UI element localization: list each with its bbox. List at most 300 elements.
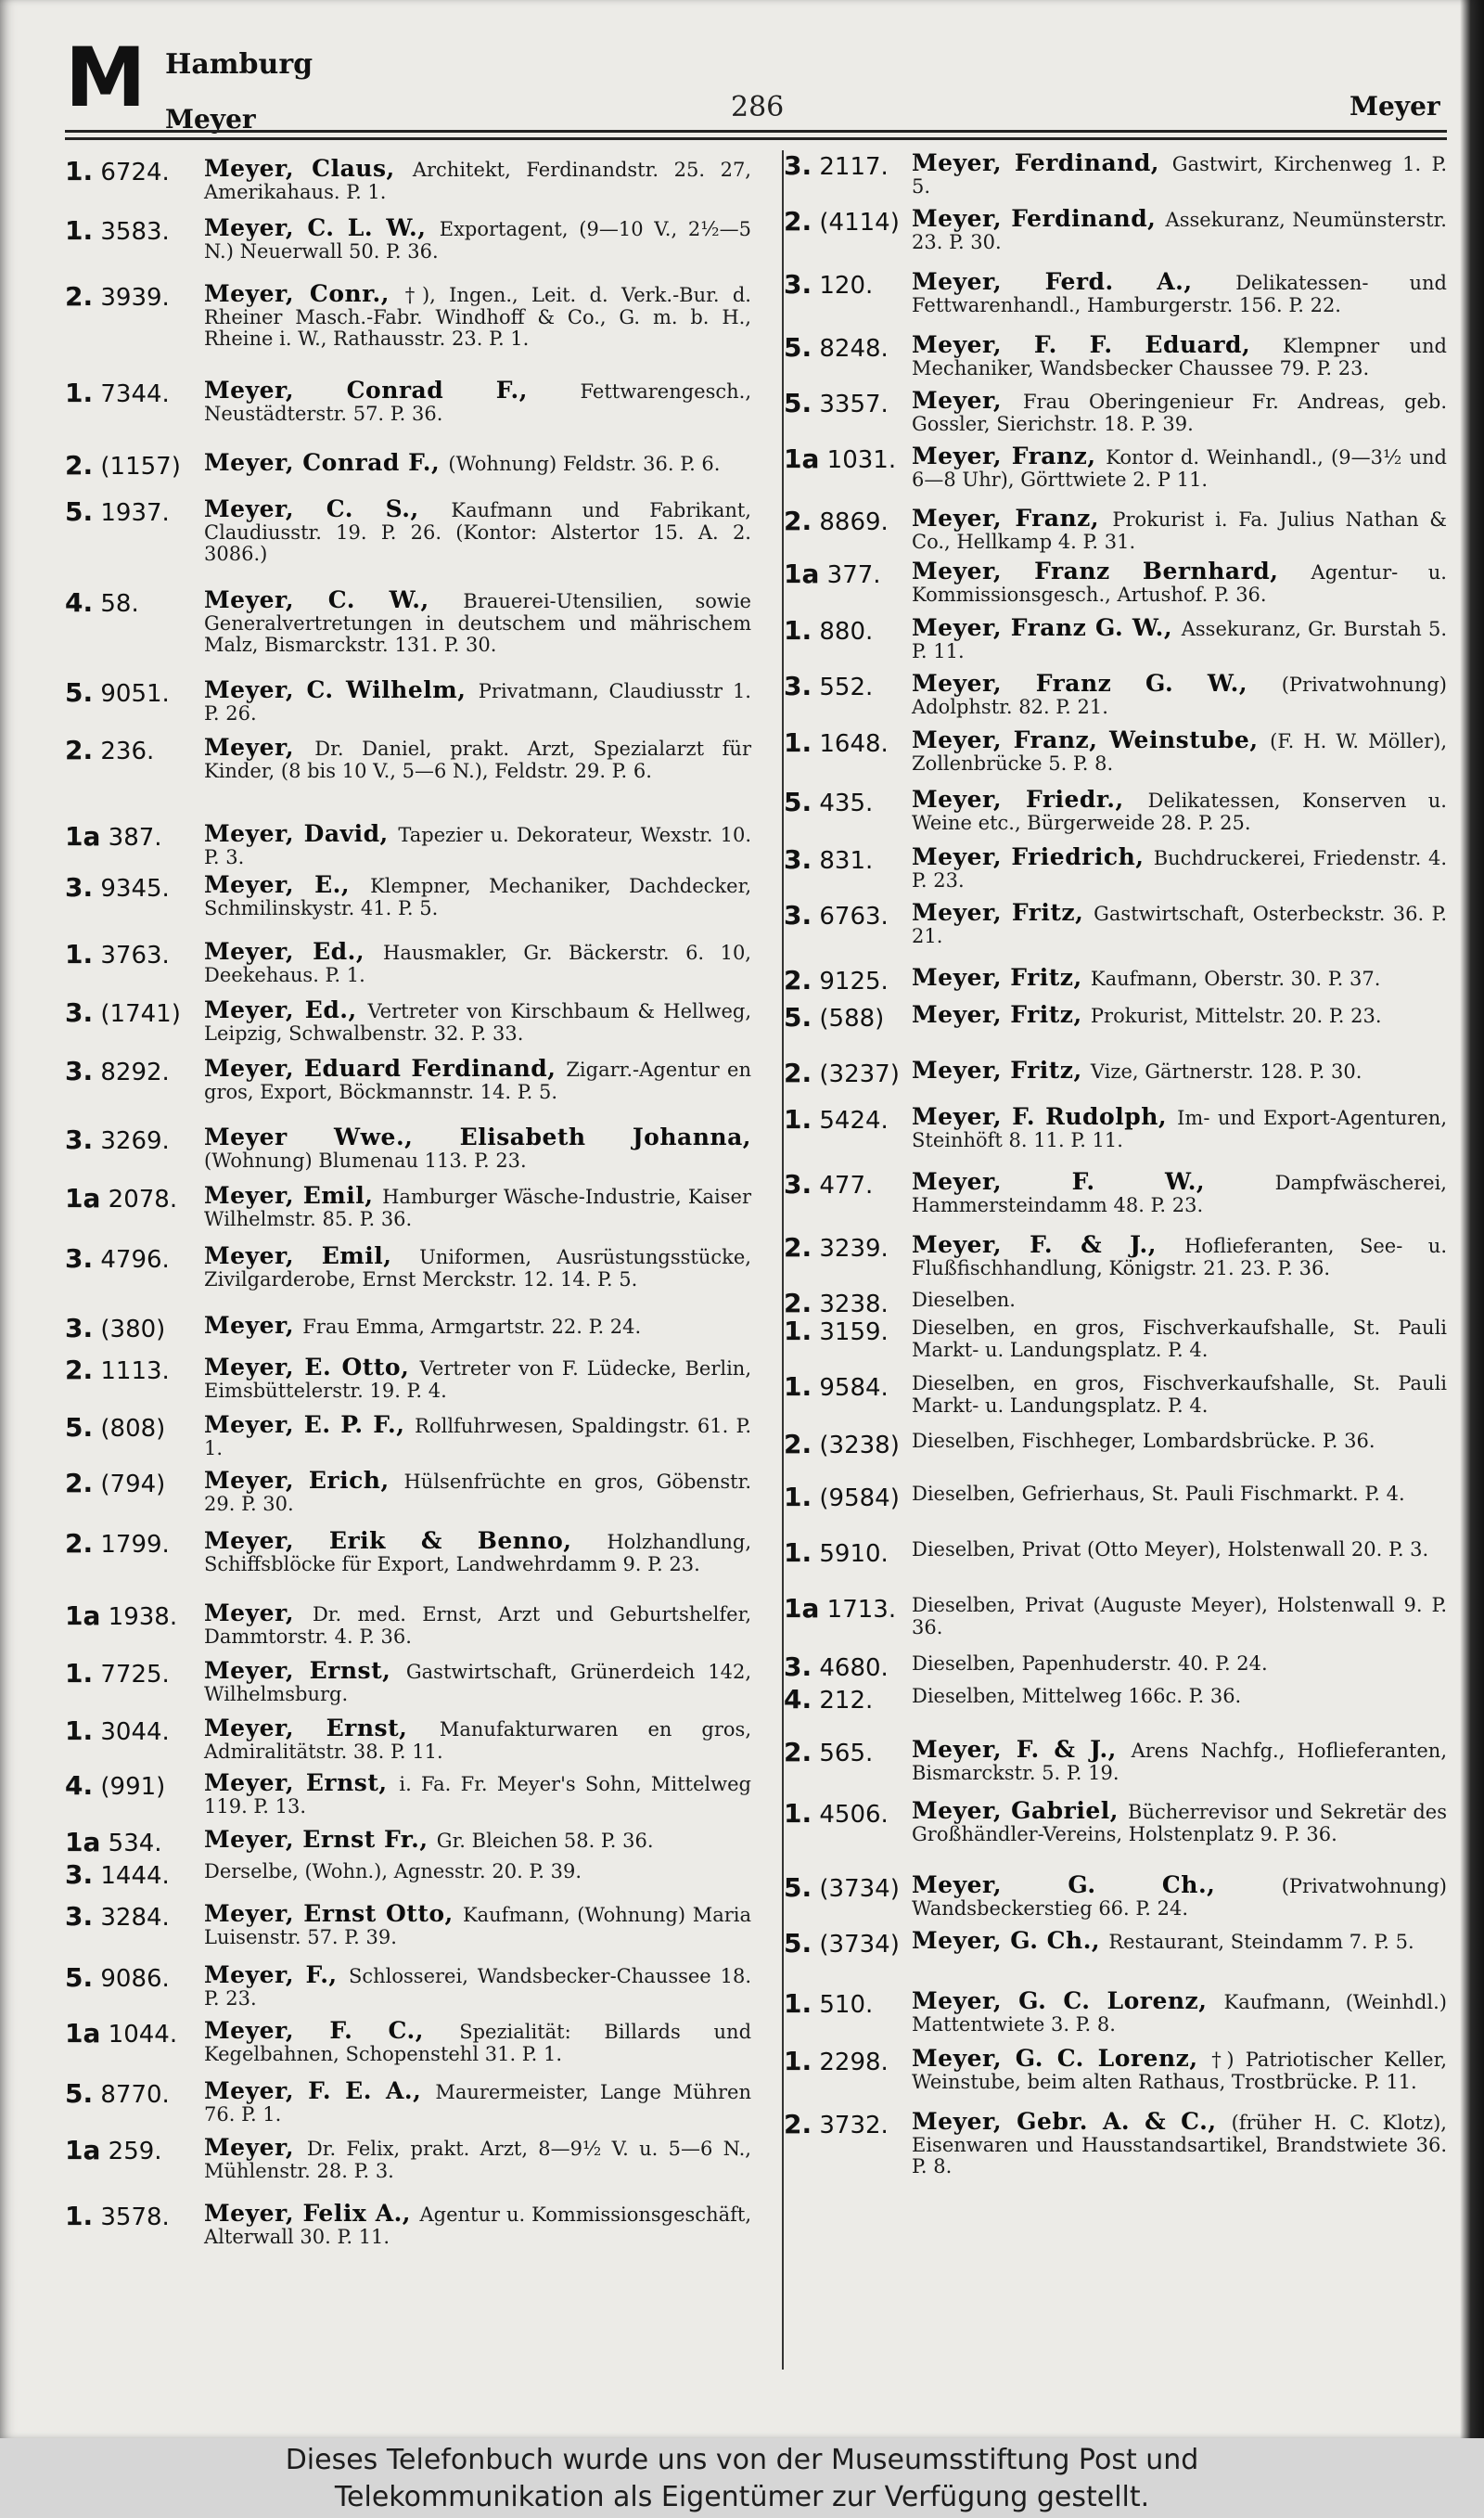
entry-details: Kaufmann, Oberstr. 30. P. 37. bbox=[1090, 968, 1381, 990]
entry-details: (früher H. C. Klotz), Eisenwaren und Hausstandsartikel, Brandstwiete 36. P. 8. bbox=[912, 2112, 1447, 2178]
exchange-prefix: 3. bbox=[65, 997, 94, 1028]
exchange-prefix: 5. bbox=[65, 496, 94, 527]
subscriber-name: Meyer, Erik & Benno, bbox=[204, 1527, 608, 1554]
phone-number bbox=[784, 206, 900, 238]
phone-digits: 1799. bbox=[93, 1531, 170, 1559]
phone-digits: 5424. bbox=[812, 1107, 889, 1135]
phone-number bbox=[65, 1243, 170, 1276]
entry-details: Dr. Daniel, prakt. Arzt, Spezialarzt für Kinder, (8 bis 10 V., 5—6 N.), Feldstr. 29. P. 6. bbox=[204, 738, 751, 782]
phone-number bbox=[65, 2201, 170, 2233]
phone-number bbox=[784, 1872, 900, 1905]
exchange-prefix: 3. bbox=[65, 1124, 94, 1155]
phone-digits: 9051. bbox=[93, 680, 170, 708]
subscriber-name: Meyer, F. F. Eduard, bbox=[912, 331, 1284, 358]
subscriber-name: Meyer, bbox=[204, 2134, 307, 2161]
entry-details: (Privatwohnung) Adolphstr. 82. P. 21. bbox=[912, 674, 1447, 718]
entry-details: Zigarr.-Agentur en gros, Export, Böckmannstr. 14. P. 5. bbox=[204, 1059, 751, 1103]
exchange-prefix: 5. bbox=[784, 1872, 812, 1903]
subscriber-name: Meyer, Erich, bbox=[204, 1467, 404, 1494]
entry-details: Manufakturwaren en gros, Admiralitätstr. 38. P. 11. bbox=[204, 1718, 751, 1763]
subscriber-name: Meyer, E. P. F., bbox=[204, 1411, 416, 1438]
exchange-prefix: 1a bbox=[65, 1183, 101, 1214]
phone-number bbox=[784, 1537, 889, 1570]
phone-digits: 477. bbox=[812, 1172, 874, 1200]
entry-details: Privatmann, Claudiusstr 1. P. 26. bbox=[204, 680, 751, 725]
phone-digits: 1113. bbox=[93, 1357, 170, 1385]
subscriber-name: Meyer, bbox=[204, 1599, 313, 1626]
exchange-prefix: 5. bbox=[65, 677, 94, 708]
exchange-prefix: 1. bbox=[784, 1104, 812, 1135]
phone-digits: (588) bbox=[812, 1005, 885, 1033]
phone-digits: (4114) bbox=[812, 209, 900, 237]
phone-digits: 387. bbox=[100, 824, 162, 852]
entry-details: Klempner und Mechaniker, Wandsbecker Chaussee 79. P. 23. bbox=[912, 335, 1447, 379]
phone-number bbox=[65, 1715, 170, 1748]
phone-digits: (3734) bbox=[812, 1875, 900, 1903]
subscriber-name: Meyer, G. Ch., bbox=[912, 1927, 1109, 1954]
entry-text bbox=[204, 379, 751, 425]
entry-text bbox=[912, 1797, 1447, 1845]
subscriber-name: Meyer, G. C. Lorenz, bbox=[912, 2045, 1212, 2072]
entry-details: Kaufmann, (Wohnung) Maria Luisenstr. 57. P. 39. bbox=[204, 1904, 751, 1948]
exchange-prefix: 2. bbox=[784, 1058, 812, 1088]
exchange-prefix: 4. bbox=[65, 587, 94, 618]
entry-details: †) Patriotischer Keller, Weinstube, beim alten Rathaus, Trostbrücke. P. 11. bbox=[912, 2049, 1447, 2093]
exchange-prefix: 1. bbox=[65, 2201, 94, 2231]
phone-number bbox=[784, 965, 889, 997]
subscriber-name: Meyer, Fritz, bbox=[912, 1001, 1091, 1028]
phone-number bbox=[65, 1658, 170, 1690]
exchange-prefix: 1a bbox=[65, 821, 101, 852]
entry-text bbox=[912, 1484, 1447, 1506]
phone-digits: 6724. bbox=[93, 159, 170, 186]
header-rule-bottom bbox=[65, 137, 1447, 140]
subscriber-name: Meyer, Claus, bbox=[204, 155, 413, 182]
subscriber-name: Meyer, Felix A., bbox=[204, 2200, 420, 2227]
phone-number bbox=[65, 939, 170, 971]
phone-digits: 565. bbox=[812, 1740, 874, 1767]
exchange-prefix: 2. bbox=[65, 1468, 94, 1498]
entry-text bbox=[204, 938, 751, 986]
exchange-prefix: 2. bbox=[784, 1232, 812, 1263]
subscriber-name: Meyer, E. Otto, bbox=[204, 1354, 420, 1381]
subscriber-name: Meyer, Ernst, bbox=[204, 1769, 400, 1796]
entry-text bbox=[912, 726, 1447, 775]
phone-digits: 3939. bbox=[93, 284, 170, 312]
subscriber-name: Meyer, Friedr., bbox=[912, 786, 1148, 813]
exchange-prefix: 2. bbox=[784, 2109, 812, 2139]
entry-text bbox=[912, 786, 1447, 834]
footer-line-2: Telekommunikation als Eigentümer zur Verfügung gestellt. bbox=[334, 2481, 1150, 2513]
entry-text bbox=[912, 843, 1447, 892]
entry-text bbox=[204, 1467, 752, 1515]
phone-digits: 8770. bbox=[93, 2081, 170, 2109]
subscriber-name: Meyer, F. Rudolph, bbox=[912, 1103, 1178, 1130]
subscriber-name: Meyer, Franz G. W., bbox=[912, 670, 1282, 697]
exchange-prefix: 3. bbox=[65, 1859, 94, 1890]
phone-number bbox=[65, 281, 170, 314]
entry-details: Kontor d. Weinhandl., (9—3½ und 6—8 Uhr), Görttwiete 2. P 11. bbox=[912, 446, 1447, 491]
exchange-prefix: 2. bbox=[65, 281, 94, 312]
entry-details: Spezialität: Billards und Kegelbahnen, Schopenstehl 31. P. 1. bbox=[204, 2021, 752, 2065]
exchange-prefix: 1. bbox=[65, 1715, 94, 1746]
entry-text bbox=[204, 734, 751, 782]
phone-number bbox=[65, 1412, 165, 1445]
phone-number bbox=[65, 1600, 177, 1633]
entry-text bbox=[912, 1290, 1447, 1312]
phone-digits: 435. bbox=[812, 790, 874, 817]
entry-text bbox=[912, 149, 1447, 198]
subscriber-name: Meyer, F. E. A., bbox=[204, 2077, 436, 2104]
exchange-prefix: 2. bbox=[65, 735, 94, 765]
phone-number bbox=[784, 1429, 900, 1461]
phone-digits: 1044. bbox=[100, 2021, 178, 2049]
entry-text bbox=[912, 1373, 1447, 1417]
entry-text bbox=[912, 205, 1447, 253]
exchange-prefix: 1. bbox=[784, 615, 812, 646]
footer-note bbox=[0, 2438, 1484, 2518]
entry-details: Delikatessen, Konserven u. Weine etc., Bürgerweide 28. P. 25. bbox=[912, 790, 1447, 834]
phone-digits: 377. bbox=[819, 561, 881, 589]
entry-details: Dieselben, Papenhuderstr. 40. P. 24. bbox=[912, 1652, 1268, 1675]
subscriber-name: Meyer, Franz, Weinstube, bbox=[912, 726, 1271, 753]
exchange-prefix: 1. bbox=[784, 1316, 812, 1346]
phone-number bbox=[784, 727, 889, 760]
phone-number bbox=[784, 1684, 873, 1716]
subscriber-name: Meyer, Fritz, bbox=[912, 1057, 1091, 1084]
exchange-prefix: 3. bbox=[784, 1651, 812, 1682]
phone-number bbox=[65, 1355, 170, 1387]
subscriber-name: Meyer, Franz, bbox=[912, 505, 1113, 532]
phone-number bbox=[65, 1124, 170, 1157]
exchange-prefix: 2. bbox=[784, 1288, 812, 1318]
entry-text bbox=[204, 2017, 752, 2065]
entry-text bbox=[204, 1599, 751, 1648]
phone-digits: 510. bbox=[812, 1991, 874, 2019]
phone-digits: (991) bbox=[93, 1773, 166, 1801]
phone-number bbox=[65, 1962, 170, 1995]
exchange-prefix: 1. bbox=[784, 2046, 812, 2076]
exchange-prefix: 3. bbox=[65, 1243, 94, 1274]
subscriber-name: Meyer, C. L. W., bbox=[204, 214, 440, 241]
entry-text bbox=[204, 2200, 752, 2248]
phone-number bbox=[784, 150, 889, 183]
phone-number bbox=[65, 1313, 165, 1345]
phone-number bbox=[65, 378, 170, 410]
phone-number bbox=[65, 2018, 177, 2050]
entry-details: Im- und Export-Agenturen, Steinhöft 8. 11. P. 11. bbox=[912, 1107, 1447, 1151]
exchange-prefix: 1. bbox=[65, 1658, 94, 1689]
exchange-prefix: 4. bbox=[784, 1684, 812, 1715]
entry-text bbox=[204, 280, 751, 351]
phone-digits: 3578. bbox=[93, 2203, 170, 2231]
phone-number bbox=[784, 1104, 889, 1137]
entry-text bbox=[204, 155, 751, 203]
entry-text bbox=[204, 449, 751, 476]
entry-details: Dampfwäscherei, Hammersteindamm 48. P. 23. bbox=[912, 1172, 1447, 1216]
phone-number bbox=[784, 443, 896, 476]
entry-text bbox=[912, 1057, 1447, 1084]
entry-text bbox=[204, 1411, 751, 1459]
phone-number bbox=[784, 1169, 873, 1201]
entry-text bbox=[912, 560, 1447, 606]
phone-number bbox=[784, 1651, 889, 1684]
subscriber-name: Meyer, Ernst Otto, bbox=[204, 1900, 463, 1927]
entry-text bbox=[912, 1317, 1447, 1361]
subscriber-name: Meyer, Gabriel, bbox=[912, 1797, 1129, 1824]
entry-text bbox=[912, 614, 1447, 662]
phone-digits: (3237) bbox=[812, 1060, 900, 1088]
subscriber-name: Meyer, F., bbox=[204, 1961, 349, 1988]
entry-text bbox=[204, 1717, 751, 1763]
exchange-prefix: 3. bbox=[784, 1169, 812, 1200]
entry-details: Agentur- u. Kommissionsgesch., Artushof. P. 36. bbox=[912, 561, 1447, 606]
entry-details: Dieselben, Mittelweg 166c. P. 36. bbox=[912, 1685, 1242, 1707]
entry-details: Vertreter von F. Lüdecke, Berlin, Eimsbüttelerstr. 19. P. 4. bbox=[204, 1357, 751, 1402]
phone-number bbox=[65, 1528, 170, 1561]
subscriber-name: Meyer, Ed., bbox=[204, 938, 384, 965]
entry-details: Prokurist i. Fa. Julius Nathan & Co., Hellkamp 4. P. 31. bbox=[912, 508, 1448, 553]
entry-details: (Privatwohnung) Wandsbeckerstieg 66. P. 24. bbox=[912, 1875, 1447, 1920]
subscriber-name: Meyer, Conrad F., bbox=[204, 377, 581, 404]
exchange-prefix: 1a bbox=[784, 443, 820, 474]
subscriber-name: Meyer, C. Wilhelm, bbox=[204, 676, 479, 703]
phone-digits: 4796. bbox=[93, 1246, 170, 1274]
phone-digits: 9086. bbox=[93, 1965, 170, 1993]
phone-digits: 1031. bbox=[819, 446, 897, 474]
entry-details: Prokurist, Mittelstr. 20. P. 23. bbox=[1090, 1005, 1382, 1027]
phone-digits: 552. bbox=[812, 674, 874, 701]
entry-details: Exportagent, (9—10 V., 2½—5 N.) Neuerwall 50. P. 36. bbox=[204, 218, 751, 263]
entry-text bbox=[204, 1769, 751, 1818]
subscriber-name: Meyer, Ferd. A., bbox=[912, 268, 1236, 295]
exchange-prefix: 2. bbox=[784, 506, 812, 536]
entry-details: Frau Oberingenieur Fr. Andreas, geb. Gossler, Sierichstr. 18. P. 39. bbox=[912, 391, 1447, 435]
phone-number bbox=[65, 1056, 170, 1088]
subscriber-name: Meyer, Franz, bbox=[912, 443, 1107, 469]
entry-text bbox=[912, 1231, 1447, 1279]
entry-details: i. Fa. Fr. Meyer's Sohn, Mittelweg 119. P. 13. bbox=[204, 1773, 751, 1818]
subscriber-name: Meyer, Emil, bbox=[204, 1242, 420, 1269]
exchange-prefix: 1. bbox=[65, 156, 94, 186]
phone-number bbox=[65, 1859, 170, 1892]
phone-digits: 3239. bbox=[812, 1235, 889, 1263]
entry-details: Bücherrevisor und Sekretär des Großhändler-Vereins, Holstenplatz 9. P. 36. bbox=[912, 1801, 1447, 1845]
exchange-prefix: 3. bbox=[65, 872, 94, 903]
phone-digits: (1157) bbox=[93, 453, 181, 481]
subscriber-name: Meyer, Ed., bbox=[204, 996, 368, 1023]
entry-text bbox=[912, 2108, 1447, 2178]
entry-details: Gr. Bleichen 58. P. 36. bbox=[436, 1830, 654, 1852]
phone-digits: (3734) bbox=[812, 1931, 900, 1959]
entry-details: Dieselben, Gefrierhaus, St. Pauli Fischmarkt. P. 4. bbox=[912, 1483, 1405, 1505]
subscriber-name: Meyer, C. S., bbox=[204, 495, 452, 522]
phone-number bbox=[65, 215, 170, 248]
phone-digits: 4680. bbox=[812, 1654, 889, 1682]
entry-details: Fettwarengesch., Neustädterstr. 57. P. 36. bbox=[204, 380, 751, 425]
entry-details: (Wohnung) Blumenau 113. P. 23. bbox=[204, 1149, 527, 1172]
exchange-prefix: 1a bbox=[784, 1593, 820, 1624]
entry-details: Dieselben, Privat (Auguste Meyer), Holstenwall 9. P. 36. bbox=[912, 1594, 1447, 1638]
entry-text bbox=[912, 1736, 1447, 1784]
phone-digits: 1648. bbox=[812, 730, 889, 758]
entry-text bbox=[204, 1126, 751, 1172]
entry-text bbox=[204, 1861, 751, 1883]
phone-digits: (1741) bbox=[93, 1000, 181, 1028]
phone-number bbox=[784, 615, 873, 648]
exchange-prefix: 5. bbox=[784, 787, 812, 817]
phone-number bbox=[784, 1928, 900, 1960]
exchange-prefix: 1. bbox=[784, 727, 812, 758]
subscriber-name: Meyer, Conrad F., bbox=[204, 449, 449, 476]
phone-digits: 7725. bbox=[93, 1661, 170, 1689]
exchange-prefix: 3. bbox=[65, 1901, 94, 1932]
entry-text bbox=[204, 996, 752, 1045]
entry-details: Frau Emma, Armgartstr. 22. P. 24. bbox=[302, 1316, 642, 1338]
exchange-prefix: 2. bbox=[784, 206, 812, 237]
exchange-prefix: 3. bbox=[784, 269, 812, 300]
entry-text bbox=[204, 1055, 751, 1103]
entry-details: Tapezier u. Dekorateur, Wexstr. 10. P. 3. bbox=[204, 824, 751, 868]
entry-text bbox=[912, 1595, 1447, 1638]
phone-number bbox=[65, 450, 181, 482]
phone-digits: 5910. bbox=[812, 1540, 889, 1568]
entry-details: Dieselben, en gros, Fischverkaufshalle, St. Pauli Markt- u. Landungsplatz. P. 4. bbox=[912, 1372, 1447, 1417]
subscriber-name: Meyer, Fritz, bbox=[912, 964, 1091, 991]
entry-text bbox=[204, 1182, 751, 1230]
phone-digits: 3357. bbox=[812, 391, 889, 418]
phone-number bbox=[65, 496, 170, 529]
entry-details: Assekuranz, Gr. Burstah 5. P. 11. bbox=[912, 618, 1447, 662]
phone-number bbox=[65, 1770, 165, 1803]
phone-digits: 8869. bbox=[812, 508, 889, 536]
exchange-prefix: 5. bbox=[784, 1928, 812, 1959]
subscriber-name: Meyer, Emil, bbox=[204, 1182, 383, 1209]
exchange-prefix: 1a bbox=[65, 2018, 101, 2049]
phone-digits: 259. bbox=[100, 2138, 162, 2165]
phone-number bbox=[784, 2046, 889, 2078]
exchange-prefix: 3. bbox=[65, 1313, 94, 1343]
entry-text bbox=[204, 1826, 751, 1853]
phone-number bbox=[784, 1482, 900, 1514]
entry-text bbox=[912, 445, 1447, 491]
entry-details: Hoflieferanten, See- u. Flußfischhandlung, Königstr. 21. 23. P. 36. bbox=[912, 1235, 1447, 1279]
phone-number bbox=[784, 1737, 873, 1769]
entry-text bbox=[912, 1927, 1447, 1954]
phone-number bbox=[784, 1371, 889, 1404]
entry-details: Dieselben, Fischheger, Lombardsbrücke. P. 36. bbox=[912, 1430, 1375, 1452]
phone-digits: 2298. bbox=[812, 2049, 889, 2076]
entry-text bbox=[204, 1356, 751, 1402]
entry-details: Dieselben, Privat (Otto Meyer), Holstenwall 20. P. 3. bbox=[912, 1538, 1429, 1561]
entry-details: Hülsenfrüchte en gros, Göbenstr. 29. P. 30. bbox=[204, 1471, 752, 1515]
subscriber-name: Meyer, E., bbox=[204, 871, 371, 898]
entry-details: Maurermeister, Lange Mühren 76. P. 1. bbox=[204, 2081, 751, 2126]
exchange-prefix: 1. bbox=[784, 1371, 812, 1402]
entry-details: (F. H. W. Möller), Zollenbrücke 5. P. 8. bbox=[912, 730, 1447, 775]
phone-digits: 212. bbox=[812, 1687, 874, 1715]
phone-digits: 3284. bbox=[93, 1904, 170, 1932]
phone-number bbox=[784, 388, 889, 420]
phone-number bbox=[65, 2078, 170, 2111]
phone-number bbox=[784, 1316, 889, 1348]
phone-number bbox=[784, 559, 881, 591]
exchange-prefix: 2. bbox=[784, 965, 812, 996]
exchange-prefix: 5. bbox=[784, 1002, 812, 1033]
entry-text bbox=[912, 2045, 1447, 2093]
phone-number bbox=[784, 269, 873, 302]
entry-details: Uniformen, Ausrüstungsstücke, Zivilgarderobe, Ernst Merckstr. 12. 14. P. 5. bbox=[204, 1246, 751, 1291]
exchange-prefix: 1. bbox=[65, 215, 94, 246]
entry-text bbox=[204, 871, 751, 919]
subscriber-name: Meyer, F. & J., bbox=[912, 1231, 1184, 1258]
entry-text bbox=[204, 676, 751, 725]
exchange-prefix: 5. bbox=[65, 2078, 94, 2109]
phone-number bbox=[65, 677, 170, 710]
page-number: 286 bbox=[731, 91, 785, 123]
phone-digits: 3238. bbox=[812, 1291, 889, 1318]
phone-number bbox=[65, 2135, 162, 2167]
phone-digits: 3044. bbox=[93, 1718, 170, 1746]
subscriber-name: Meyer, Ernst Fr., bbox=[204, 1826, 437, 1853]
phone-number bbox=[784, 900, 889, 932]
entry-details: Buchdruckerei, Friedenstr. 4. P. 23. bbox=[912, 847, 1447, 892]
phone-digits: 880. bbox=[812, 618, 874, 646]
exchange-prefix: 3. bbox=[784, 900, 812, 931]
subscriber-name: Meyer, Ernst, bbox=[204, 1715, 440, 1741]
exchange-prefix: 1. bbox=[784, 1482, 812, 1512]
entry-details: Architekt, Ferdinandstr. 25. 27, Amerikahaus. P. 1. bbox=[204, 159, 751, 203]
phone-number bbox=[784, 1593, 896, 1625]
entry-details: Kaufmann und Fabrikant, Claudiusstr. 19. P. 26. (Kontor: Alstertor 15. A. 2. 3086.) bbox=[204, 499, 751, 565]
phone-number bbox=[65, 997, 181, 1030]
phone-number bbox=[784, 1058, 900, 1090]
entry-text bbox=[204, 586, 751, 657]
subscriber-name: Meyer, Gebr. A. & C., bbox=[912, 2108, 1232, 2135]
header-city: Hamburg bbox=[165, 48, 313, 81]
entry-details: Gastwirtschaft, Osterbeckstr. 36. P. 21. bbox=[912, 903, 1447, 947]
phone-digits: 3732. bbox=[812, 2112, 889, 2139]
phone-number bbox=[65, 1468, 165, 1500]
phone-digits: 3159. bbox=[812, 1318, 889, 1346]
phone-number bbox=[65, 1827, 162, 1859]
phone-number bbox=[65, 1901, 170, 1933]
subscriber-name: Meyer, C. W., bbox=[204, 586, 464, 613]
phone-digits: 9125. bbox=[812, 968, 889, 996]
exchange-prefix: 3. bbox=[784, 671, 812, 701]
exchange-prefix: 1a bbox=[65, 1600, 101, 1631]
phone-number bbox=[784, 332, 889, 365]
entry-text bbox=[912, 1871, 1447, 1920]
entry-text bbox=[912, 268, 1447, 316]
phone-digits: 9584. bbox=[812, 1374, 889, 1402]
subscriber-name: Meyer, Eduard Ferdinand, bbox=[204, 1055, 567, 1082]
subscriber-name: Meyer, bbox=[912, 387, 1023, 414]
entry-text bbox=[204, 214, 751, 263]
entry-details: Gastwirt, Kirchenweg 1. P. 5. bbox=[912, 153, 1447, 198]
phone-number bbox=[784, 671, 873, 703]
entry-details: Agentur u. Kommissionsgeschäft, Alterwall 30. P. 11. bbox=[204, 2203, 752, 2248]
subscriber-name: Meyer, Ernst, bbox=[204, 1657, 406, 1684]
entry-text bbox=[912, 507, 1447, 553]
phone-digits: 8248. bbox=[812, 335, 889, 363]
phone-number bbox=[784, 1002, 884, 1034]
phone-digits: 2078. bbox=[100, 1186, 178, 1214]
entry-details: Vize, Gärtnerstr. 128. P. 30. bbox=[1090, 1060, 1362, 1083]
entry-details: Assekuranz, Neumünsterstr. 23. P. 30. bbox=[912, 209, 1447, 253]
phone-digits: 236. bbox=[93, 738, 155, 765]
entry-details: Hamburger Wäsche-Industrie, Kaiser Wilhelmstr. 85. P. 36. bbox=[204, 1186, 751, 1230]
